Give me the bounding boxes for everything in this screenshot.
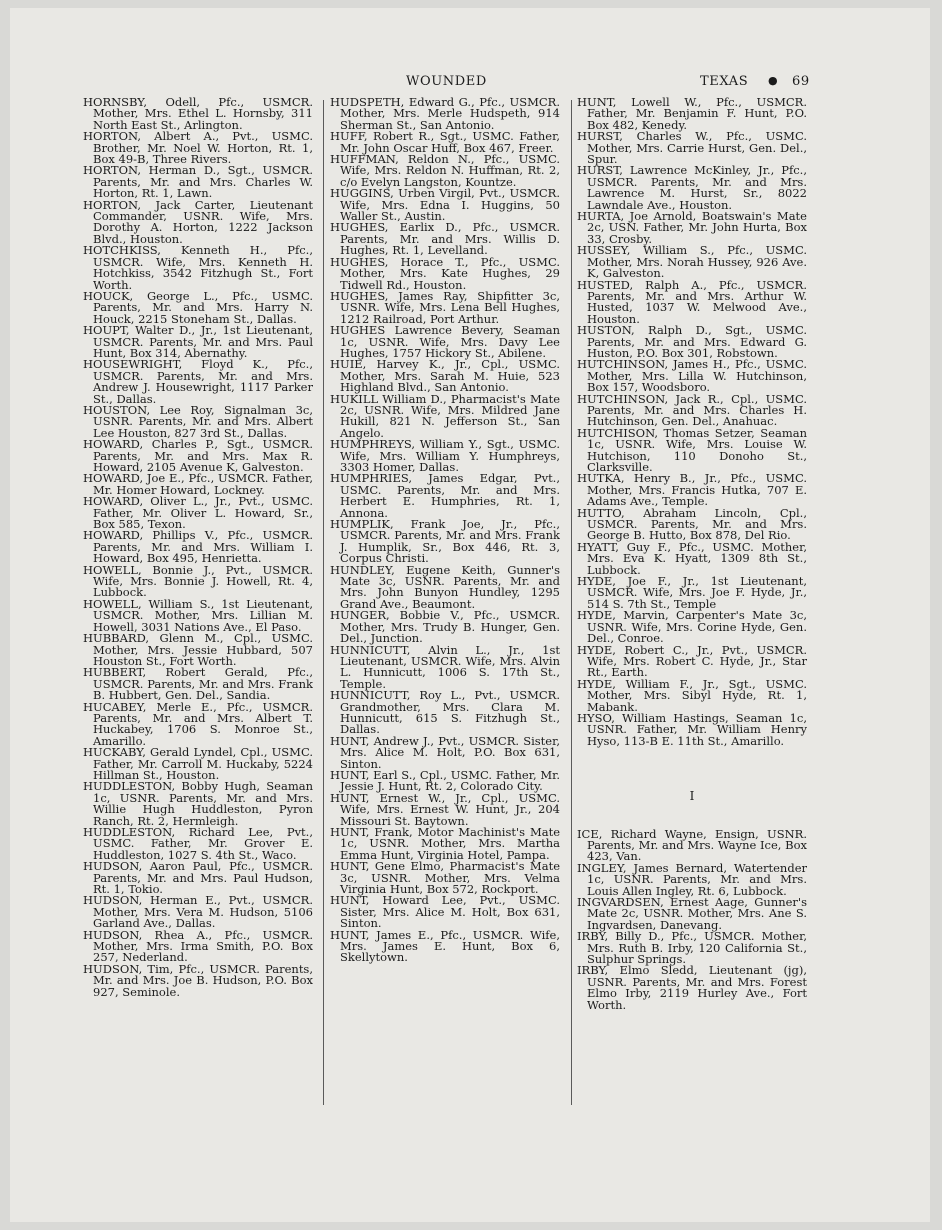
entry: HUTCHINSON, James H., Pfc., USMC. Mother, Mrs. Lilla W. Hutchinson, Box 157, Woodsboro.	[577, 357, 807, 395]
entry: HUCABEY, Merle E., Pfc., USMCR. Parents, Mr. and Mrs. Albert T. Huckabey, 1706 S. Monroe St., Amarillo.	[83, 699, 313, 748]
entry: HYDE, Joe F., Jr., 1st Lieutenant, USMCR. Wife, Mrs. Joe F. Hyde, Jr., 514 S. 7th St., Temple	[577, 574, 807, 611]
document-page	[10, 8, 930, 1222]
entry: HOWELL, William S., 1st Lieutenant, USMCR. Mother, Mrs. Lillian M. Howell, 3031 Nations Ave., El Paso.	[83, 596, 313, 634]
entry: HURTA, Joe Arnold, Boatswain's Mate 2c, USN. Father, Mr. John Hurta, Box 33, Crosby.	[577, 209, 807, 246]
entry: HUNT, Andrew J., Pvt., USMCR. Sister, Mrs. Alice M. Holt, P.O. Box 631, Sinton.	[330, 733, 560, 771]
entry: HUGHES, Horace T., Pfc., USMC. Mother, Mrs. Kate Hughes, 29 Tidwell Rd., Houston.	[330, 254, 560, 292]
entry: HUSSEY, William S., Pfc., USMC. Mother, Mrs. Norah Hussey, 926 Ave. K, Galveston.	[577, 243, 807, 281]
column-3-entries	[577, 97, 807, 747]
entry: IRBY, Elmo Sledd, Lieutenant (jg), USNR. Parents, Mr. and Mrs. Forest Elmo Irby, 2119 Hurley Ave., Fort Worth.	[577, 963, 807, 1012]
entry: HUNT, Lowell W., Pfc., USMCR. Father, Mr. Benjamin F. Hunt, P.O. Box 482, Kenedy.	[577, 97, 807, 132]
entry: HUMPLIK, Frank Joe, Jr., Pfc., USMCR. Parents, Mr. and Mrs. Frank J. Humplik, Sr., Box 446, Rt. 3, Corpus Christi.	[330, 517, 560, 566]
entry: HUTTO, Abraham Lincoln, Cpl., USMCR. Parents, Mr. and Mrs. George B. Hutto, Box 878, Del Rio.	[577, 505, 807, 543]
column-divider	[571, 100, 572, 1105]
entry: HYDE, Marvin, Carpenter's Mate 3c, USNR. Wife, Mrs. Corine Hyde, Gen. Del., Conroe.	[577, 608, 807, 646]
column-divider	[323, 100, 324, 1105]
entry: HUDSON, Tim, Pfc., USMCR. Parents, Mr. and Mrs. Joe B. Hudson, P.O. Box 927, Seminole.	[83, 961, 313, 999]
entry: HUGHES, Earlix D., Pfc., USMCR. Parents, Mr. and Mrs. Willis D. Hughes, Rt. 1, Levelland.	[330, 220, 560, 258]
entry: HUSTED, Ralph A., Pfc., USMCR. Parents, Mr. and Mrs. Arthur W. Husted, 1037 W. Melwood Ave., Houston.	[577, 277, 807, 326]
entry: HUGGINS, Urben Virgil, Pvt., USMCR. Wife, Mrs. Edna I. Huggins, 50 Waller St., Austin.	[330, 186, 560, 224]
entry: HUFF, Robert R., Sgt., USMC. Father, Mr. John Oscar Huff, Box 467, Freer.	[330, 129, 560, 155]
entry: IRBY, Billy D., Pfc., USMCR. Mother, Mrs. Ruth B. Irby, 120 California St., Sulphur Springs.	[577, 929, 807, 967]
entry: HUNT, Ernest W., Jr., Cpl., USMC. Wife, Mrs. Ernest W. Hunt, Jr., 204 Missouri St. Baytown.	[330, 790, 560, 828]
entry: HUDSPETH, Edward G., Pfc., USMCR. Mother, Mrs. Merle Hudspeth, 914 Sherman St., San Antonio.	[330, 97, 560, 132]
entry: HUNGER, Bobbie V., Pfc., USMCR. Mother, Mrs. Trudy B. Hunger, Gen. Del., Junction.	[330, 608, 560, 646]
entry: HUBBERT, Robert Gerald, Pfc., USMCR. Parents, Mr. and Mrs. Frank B. Hubbert, Gen. Del., Sandia.	[83, 665, 313, 703]
entry: HOUCK, George L., Pfc., USMC. Parents, Mr. and Mrs. Harry N. Houck, 2215 Stoneham St., Dallas.	[83, 288, 313, 326]
entry: HOWARD, Phillips V., Pfc., USMCR. Parents, Mr. and Mrs. William I. Howard, Box 495, Henrietta.	[83, 528, 313, 566]
entry: HUIE, Harvey K., Jr., Cpl., USMC. Mother, Mrs. Sarah M. Huie, 523 Highland Blvd., San Antonio.	[330, 357, 560, 395]
entry: HUBBARD, Glenn M., Cpl., USMC. Mother, Mrs. Jessie Hubbard, 507 Houston St., Fort Worth.	[83, 631, 313, 668]
entry: INGLEY, James Bernard, Watertender 1c, USNR. Parents, Mr. and Mrs. Louis Allen Ingley, Rt. 6, Lubbock.	[577, 860, 807, 898]
entry: HURST, Charles W., Pfc., USMC. Mother, Mrs. Carrie Hurst, Gen. Del., Spur.	[577, 129, 807, 167]
entry: HOWARD, Oliver L., Jr., Pvt., USMC. Father, Mr. Oliver L. Howard, Sr., Box 585, Texon.	[83, 494, 313, 532]
entry: ICE, Richard Wayne, Ensign, USNR. Parents, Mr. and Mrs. Wayne Ice, Box 423, Van.	[577, 826, 807, 864]
entry: HURST, Lawrence McKinley, Jr., Pfc., USMCR. Parents, Mr. and Mrs. Lawrence M. Hurst, Sr., 8022 Lawndale Ave., Houston.	[577, 163, 807, 212]
entry: HUTCHINSON, Jack R., Cpl., USMC. Parents, Mr. and Mrs. Charles H. Hutchinson, Gen. Del., Anahuac.	[577, 391, 807, 429]
state-name: TEXAS	[700, 74, 749, 89]
entry: HOUPT, Walter D., Jr., 1st Lieutenant, USMCR. Parents, Mr. and Mrs. Paul Hunt, Box 314, Abernathy.	[83, 323, 313, 360]
entry: HUNDLEY, Eugene Keith, Gunner's Mate 3c, USNR. Parents, Mr. and Mrs. John Bunyon Hundley, 1295 Grand Ave., Beaumont.	[330, 562, 560, 611]
entry: HORTON, Herman D., Sgt., USMCR. Parents, Mr. and Mrs. Charles W. Horton, Rt. 1, Lawn.	[83, 163, 313, 201]
column-3-entries-i	[577, 826, 807, 1012]
entry: HOWELL, Bonnie J., Pvt., USMCR. Wife, Mrs. Bonnie J. Howell, Rt. 4, Lubbock.	[83, 562, 313, 600]
entry: HUKILL William D., Pharmacist's Mate 2c, USNR. Wife, Mrs. Mildred Jane Hukill, 821 N. Jefferson St., San Angelo.	[330, 391, 560, 440]
page-header	[10, 74, 930, 94]
column-1	[83, 97, 313, 1107]
entry: HUNT, Earl S., Cpl., USMC. Father, Mr. Jessie J. Hunt, Rt. 2, Colorado City.	[330, 767, 560, 794]
section-letter: I	[689, 789, 695, 804]
entry: HUDSON, Herman E., Pvt., USMCR. Mother, Mrs. Vera M. Hudson, 5106 Garland Ave., Dallas.	[83, 893, 313, 931]
entry: HUDDLESTON, Richard Lee, Pvt., USMC. Father, Mr. Grover E. Huddleston, 1027 S. 4th St., Waco.	[83, 825, 313, 862]
entry: HUNT, Gene Elmo, Pharmacist's Mate 3c, USNR. Mother, Mrs. Velma Virginia Hunt, Box 572, Rockport.	[330, 859, 560, 897]
column-2	[330, 97, 560, 1107]
entry: HOUSTON, Lee Roy, Signalman 3c, USNR. Parents, Mr. and Mrs. Albert Lee Houston, 827 3rd St., Dallas.	[83, 402, 313, 440]
entry: HOWARD, Charles P., Sgt., USMCR. Parents, Mr. and Mrs. Max R. Howard, 2105 Avenue K, Galveston.	[83, 437, 313, 474]
section-title: WOUNDED	[406, 74, 487, 89]
entry: HUNNICUTT, Roy L., Pvt., USMCR. Grandmother, Mrs. Clara M. Hunnicutt, 615 S. Fitzhugh St., Dallas.	[330, 688, 560, 737]
entry: HUGHES Lawrence Bevery, Seaman 1c, USNR. Wife, Mrs. Davy Lee Hughes, 1757 Hickory St., Abilene.	[330, 323, 560, 360]
bullet-separator: ●	[768, 74, 779, 87]
entry: HORTON, Jack Carter, Lieutenant Commander, USNR. Wife, Mrs. Dorothy A. Horton, 1222 Jackson Blvd., Houston.	[83, 197, 313, 246]
entry: HUFFMAN, Reldon N., Pfc., USMC. Wife, Mrs. Reldon N. Huffman, Rt. 2, c/o Evelyn Langston, Kountze.	[330, 152, 560, 189]
entry: HYDE, Robert C., Jr., Pvt., USMCR. Wife, Mrs. Robert C. Hyde, Jr., Star Rt., Earth.	[577, 642, 807, 680]
entry: HYATT, Guy F., Pfc., USMC. Mother, Mrs. Eva K. Hyatt, 1309 8th St., Lubbock.	[577, 539, 807, 577]
entry: HYDE, William F., Jr., Sgt., USMC. Mother, Mrs. Sibyl Hyde, Rt. 1, Mabank.	[577, 676, 807, 714]
entry: HUNT, Howard Lee, Pvt., USMC. Sister, Mrs. Alice M. Holt, Box 631, Sinton.	[330, 893, 560, 931]
entry: HUMPHREYS, William Y., Sgt., USMC. Wife, Mrs. William Y. Humphreys, 3303 Homer, Dallas.	[330, 437, 560, 474]
entry: HOWARD, Joe E., Pfc., USMCR. Father, Mr. Homer Howard, Lockney.	[83, 471, 313, 497]
entry: HOTCHKISS, Kenneth H., Pfc., USMCR. Wife, Mrs. Kenneth H. Hotchkiss, 3542 Fitzhugh St., Fort Worth.	[83, 243, 313, 292]
entry: HORTON, Albert A., Pvt., USMC. Brother, Mr. Noel W. Horton, Rt. 1, Box 49-B, Three Rivers.	[83, 129, 313, 167]
entry: HOUSEWRIGHT, Floyd K., Pfc., USMCR. Parents, Mr. and Mrs. Andrew J. Housewright, 1117 Parker St., Dallas.	[83, 357, 313, 406]
column-3	[577, 97, 807, 1107]
entry: HUMPHRIES, James Edgar, Pvt., USMC. Parents, Mr. and Mrs. Herbert E. Humphries, Rt. 1, Annona.	[330, 471, 560, 520]
entry: HUTCHISON, Thomas Setzer, Seaman 1c, USNR. Wife, Mrs. Louise W. Hutchison, 110 Donoho St., Clarksville.	[577, 425, 807, 474]
entry: HUDSON, Rhea A., Pfc., USMCR. Mother, Mrs. Irma Smith, P.O. Box 257, Nederland.	[83, 927, 313, 965]
entry: HUNNICUTT, Alvin L., Jr., 1st Lieutenant, USMCR. Wife, Mrs. Alvin L. Hunnicutt, 1006 S. 17th St., Temple.	[330, 642, 560, 691]
entry: HUNT, James E., Pfc., USMCR. Wife, Mrs. James E. Hunt, Box 6, Skellytown.	[330, 927, 560, 965]
entry: HUNT, Frank, Motor Machinist's Mate 1c, USNR. Mother, Mrs. Martha Emma Hunt, Virginia Hotel, Pampa.	[330, 825, 560, 862]
entry: HUGHES, James Ray, Shipfitter 3c, USNR. Wife, Mrs. Lena Bell Hughes, 1212 Railroad, Port Arthur.	[330, 288, 560, 326]
page-number: 69	[792, 74, 810, 89]
entry: HUDDLESTON, Bobby Hugh, Seaman 1c, USNR. Parents, Mr. and Mrs. Willie Hugh Huddleston, Pyron Ranch, Rt. 2, Hermleigh.	[83, 779, 313, 828]
entry: HYSO, William Hastings, Seaman 1c, USNR. Father, Mr. William Henry Hyso, 113-B E. 11th St., Amarillo.	[577, 710, 807, 748]
entry: HUSTON, Ralph D., Sgt., USMC. Parents, Mr. and Mrs. Edward G. Huston, P.O. Box 301, Robstown.	[577, 323, 807, 360]
entry: INGVARDSEN, Ernest Aage, Gunner's Mate 2c, USNR. Mother, Mrs. Ane S. Ingvardsen, Danevang.	[577, 895, 807, 932]
entry: HORNSBY, Odell, Pfc., USMCR. Mother, Mrs. Ethel L. Hornsby, 311 North East St., Arlington.	[83, 97, 313, 132]
entry: HUTKA, Henry B., Jr., Pfc., USMC. Mother, Mrs. Francis Hutka, 707 E. Adams Ave., Temple.	[577, 471, 807, 509]
entry: HUDSON, Aaron Paul, Pfc., USMCR. Parents, Mr. and Mrs. Paul Hudson, Rt. 1, Tokio.	[83, 859, 313, 897]
entry: HUCKABY, Gerald Lyndel, Cpl., USMC. Father, Mr. Carroll M. Huckaby, 5224 Hillman St., Houston.	[83, 745, 313, 782]
